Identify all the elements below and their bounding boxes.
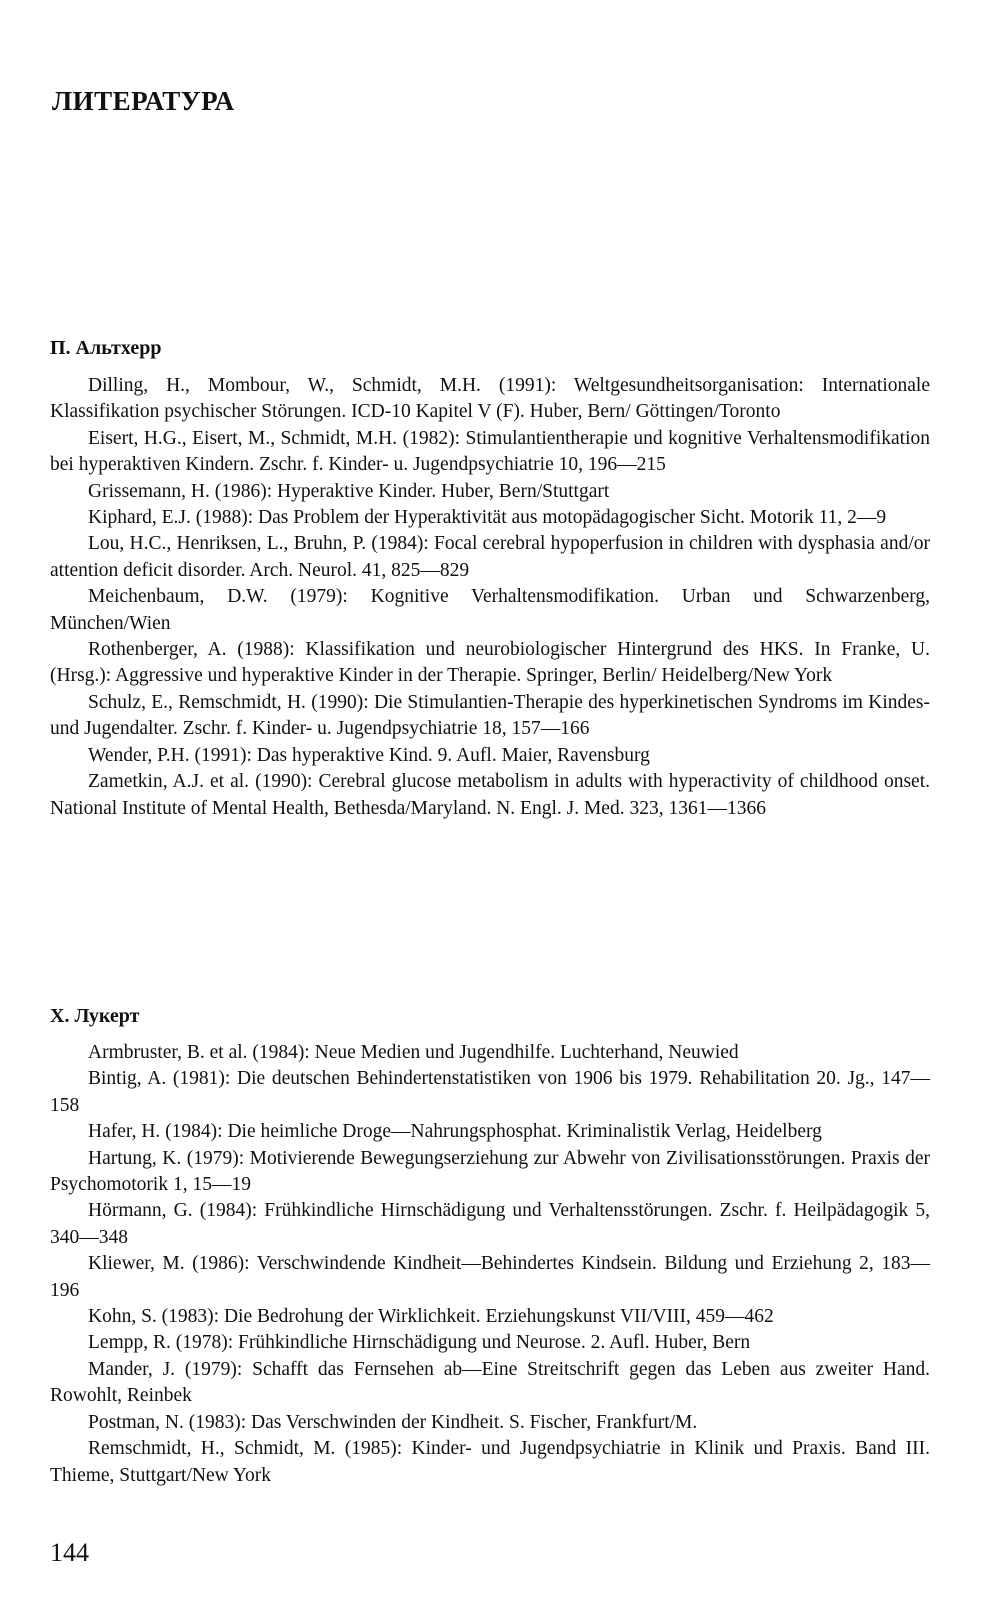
- reference-entry: Bintig, A. (1981): Die deutschen Behindertenstatistiken von 1906 bis 1979. Rehabilitation 20. Jg., 147—158: [50, 1068, 930, 1116]
- reference-entry: Dilling, H., Mombour, W., Schmidt, M.H. (1991): Weltgesundheitsorganisation: Internationale Klassifikation psychischer Störungen. ICD-10 Kapitel V (F). Huber, Bern/ Göttingen/Toronto: [50, 375, 930, 423]
- reference-entry: Zametkin, A.J. et al. (1990): Cerebral glucose metabolism in adults with hyperactivity of childhood onset. National Institute of Mental Health, Bethesda/Maryland. N. Engl. J. Med. 323, 1361—1366: [50, 771, 930, 819]
- reference-entry: Rothenberger, A. (1988): Klassifikation und neurobiologischer Hintergrund des HKS. In Franke, U. (Hrsg.): Aggressive und hyperaktive Kinder in der Therapie. Springer, Berlin/ Heidelberg/New York: [50, 639, 930, 687]
- reference-entry: Kliewer, M. (1986): Verschwindende Kindheit—Behindertes Kindsein. Bildung und Erziehung 2, 183—196: [50, 1253, 930, 1301]
- reference-entry: Remschmidt, H., Schmidt, M. (1985): Kinder- und Jugendpsychiatrie in Klinik und Praxis. Band III. Thieme, Stuttgart/New York: [50, 1438, 930, 1486]
- reference-entry: Hartung, K. (1979): Motivierende Bewegungserziehung zur Abwehr von Zivilisationsstörungen. Praxis der Psychomotorik 1, 15—19: [50, 1147, 930, 1196]
- page-title: ЛИТЕРАТУРА: [52, 86, 235, 116]
- reference-entry: Schulz, E., Remschmidt, H. (1990): Die Stimulantien-Therapie des hyperkinetischen Syndroms im Kindes- und Jugendalter. Zschr. f. Kinder- u. Jugendpsychiatrie 18, 157—166: [50, 691, 930, 740]
- reference-entry: Hörmann, G. (1984): Frühkindliche Hirnschädigung und Verhaltensstörungen. Zschr. f. Heilpädagogik 5, 340—348: [50, 1200, 930, 1248]
- section-heading-althaerr: П. Альтхерр: [50, 337, 162, 359]
- reference-entry: Mander, J. (1979): Schafft das Fernsehen ab—Eine Streitschrift gegen das Leben aus zweiter Hand. Rowohlt, Reinbek: [50, 1358, 930, 1407]
- reference-list-lukert: [50, 1040, 930, 1489]
- reference-entry: Kohn, S. (1983): Die Bedrohung der Wirklichkeit. Erziehungskunst VII/VIII, 459—462: [88, 1306, 774, 1328]
- reference-entry: Postman, N. (1983): Das Verschwinden der Kindheit. S. Fischer, Frankfurt/M.: [88, 1411, 698, 1433]
- reference-entry: Meichenbaum, D.W. (1979): Kognitive Verhaltensmodifikation. Urban und Schwarzenberg, München/Wien: [50, 586, 930, 634]
- reference-entry: Lempp, R. (1978): Frühkindliche Hirnschädigung und Neurose. 2. Aufl. Huber, Bern: [88, 1332, 751, 1354]
- reference-entry: Eisert, H.G., Eisert, M., Schmidt, M.H. (1982): Stimulantientherapie und kognitive Verhaltensmodifikation bei hyperaktiven Kindern. Zschr. f. Kinder- u. Jugendpsychiatrie 10, 196—215: [50, 427, 930, 476]
- section-heading-lukert: Х. Лукерт: [50, 1005, 140, 1027]
- reference-entry: Kiphard, E.J. (1988): Das Problem der Hyperaktivität aus motopädagogischer Sicht. Motorik 11, 2—9: [88, 507, 887, 529]
- reference-entry: Hafer, H. (1984): Die heimliche Droge—Nahrungsphosphat. Kriminalistik Verlag, Heidelberg: [88, 1121, 822, 1143]
- reference-entry: Lou, H.C., Henriksen, L., Bruhn, P. (1984): Focal cerebral hypoperfusion in children with dysphasia and/or attention deficit disorder. Arch. Neurol. 41, 825—829: [50, 533, 930, 581]
- reference-entry: Grissemann, H. (1986): Hyperaktive Kinder. Huber, Bern/Stuttgart: [88, 480, 610, 502]
- reference-list-althaerr: [50, 373, 930, 822]
- reference-entry: Wender, P.H. (1991): Das hyperaktive Kind. 9. Aufl. Maier, Ravensburg: [88, 744, 650, 766]
- reference-entry: Armbruster, B. et al. (1984): Neue Medien und Jugendhilfe. Luchterhand, Neuwied: [88, 1042, 739, 1063]
- page-number: 144: [50, 1538, 89, 1567]
